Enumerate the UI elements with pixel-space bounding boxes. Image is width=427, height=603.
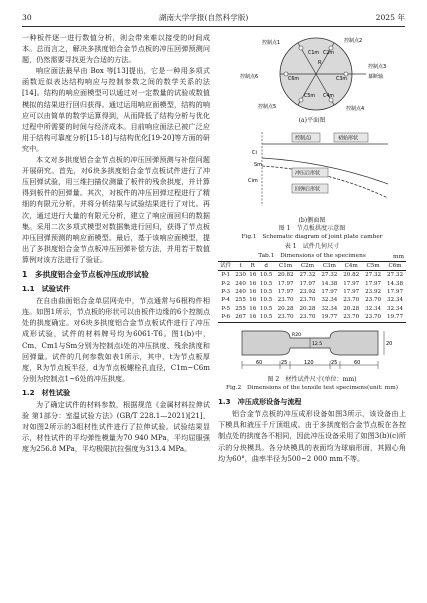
table-cell: 23.70	[340, 313, 362, 322]
table-cell: 16	[249, 297, 257, 304]
right-column	[218, 32, 406, 464]
table-cell: 17.97	[365, 280, 382, 287]
table-cell: 19.77	[384, 313, 406, 322]
table-1-title-en: Tab.1 Dimensions of the specimens	[258, 252, 366, 259]
fig2-dim: 12.5	[312, 341, 323, 347]
table-cell: P-6	[218, 313, 233, 322]
journal-name: 湖南大学学报(自然科学版)	[158, 12, 249, 22]
table-cell: 20.28	[299, 305, 316, 312]
figure-2-caption-en: Fig.2 Dimensions of the tensile test specimens(unit: mm)	[226, 385, 398, 392]
paragraph: 为了确定试件的材料参数，根据规范《金属材料拉伸试验 第1部分：室温试验方法》(GB/T 228.1—2021)[21]，对如图2所示的3组材性试件进行了拉伸试验。试验结果显示，材性试件的平均弹性模量为70 940 MPa，平均屈服强度为256.8 MPa，平均极限抗拉强度为313.4 MPa。	[22, 400, 210, 454]
fig2-dim: 120	[304, 359, 314, 366]
fig2-dim: 25	[331, 359, 338, 366]
table-header-cell: C5m	[362, 261, 384, 270]
table-cell: 10.5	[259, 289, 273, 296]
table-cell: 27.32	[387, 272, 404, 279]
table-header-cell: C2m	[297, 261, 319, 270]
table-cell: 267	[235, 314, 246, 321]
fig1a-axis-label: 幕断轴	[368, 74, 384, 80]
table-body	[218, 271, 406, 322]
fig1a-label: 控制点1	[262, 40, 281, 46]
fig1b-cim: Cim	[248, 177, 258, 184]
fig1a-cm: C5m	[304, 94, 316, 99]
table-cell: 32.34	[321, 305, 338, 312]
table-cell: 16	[249, 314, 257, 321]
table-cell: 10.5	[259, 305, 273, 312]
paragraph: 响应面法最早由 Box 等[13]提出，它是一种用多项式函数近似表达结构响应与控制参数之间的数学关系的法[14]。结构的响应面模型可以通过对一定数量的试验或数值模拟的结果进行回归获得。通过运用响应面模型，结构的响应可以由简单的数学运算得到，从而降低了结构分析与优化过程中所需要的时间与经济成本。目前响应面法已被广泛应用于结构可靠度分析[15-18]与结构优化[19-20]等方面的研究中。	[22, 66, 210, 153]
subsection-heading: 1.2 材性试验	[22, 387, 71, 397]
fig1b-sm: Sm	[254, 161, 263, 168]
table-cell: 23.70	[365, 297, 382, 304]
table-cell: 10.5	[258, 313, 275, 322]
fig1a-label: 控制点5	[258, 104, 277, 110]
table-cell: 17.97	[343, 289, 360, 296]
table-cell: 14.38	[321, 280, 338, 287]
fig2-dim: 60	[354, 359, 361, 366]
fig1a-radius: R	[318, 60, 322, 66]
table-cell: 17.97	[299, 280, 316, 287]
table-cell: P-3	[221, 289, 231, 296]
fig1a-label: 控制点3	[368, 64, 387, 70]
paragraph: 本文对多拱度铝合金节点板的冲压回弹预测与补偿问题开展研究。首先，对6块多拱度铝合金节点板试件进行了冲压回弹试验，用三维扫描仪测量了板件的残余拱度，并计算得到板件的回弹量。其次，对板件的冲压回弹过程进行了精细的有限元分析，并将分析结果与试验结果进行了对比。再次，通过进行大量的有限元分析，建立了响应面回归的数据集。采用二次多项式模型对数据集进行回归，获得了节点板冲压回弹预测的响应面模型。最后，基于该响应面模型，提出了多拱度铝合金节点板冲压回弹补偿方法，并用若干数值算例对该方法进行了验证。	[22, 155, 210, 264]
subsection-heading: 1.1 试验试件	[22, 284, 71, 294]
fig2-dim: 60	[256, 359, 263, 366]
table-cell: 19.77	[318, 313, 340, 322]
fig1a-label: 控制点2	[344, 38, 363, 44]
table-cell: 20.82	[343, 272, 360, 279]
table-cell: 20.28	[343, 305, 360, 312]
left-column	[22, 32, 210, 454]
figure-1b-caption: (b)侧面图	[298, 216, 326, 224]
table-cell: 255	[235, 297, 246, 304]
page-number: 30	[22, 12, 32, 22]
table-cell: 23.70	[275, 313, 297, 322]
table-1-title: 表 1 试件几何尺寸	[284, 243, 340, 251]
table-cell: 230	[235, 272, 246, 279]
figure-1a-plan	[218, 32, 406, 114]
table-cell: 17.97	[321, 289, 338, 296]
table-cell: 20.82	[277, 272, 294, 279]
table-cell: 16	[249, 280, 257, 287]
table-cell: 27.32	[321, 272, 338, 279]
table-row	[218, 280, 406, 288]
table-cell: 23.70	[277, 297, 294, 304]
table-1-title-row	[218, 252, 406, 260]
header-rule	[22, 26, 405, 27]
fig1a-cm: C1m	[308, 51, 320, 56]
table-cell: 16	[249, 305, 257, 312]
table-cell: 16	[249, 272, 257, 279]
paragraph: 铝合金节点板的冲压成形设备如图3所示，该设备由上下模具和液压千斤顶组成。由于多拱度铝合金节点板在各控制点处的拱度各不相同，因此冲压设备采用了如图3(b)(c)所示的分块模具。各分块模具的表面均为球扇形面，其圆心角均为60°，曲率半径为500~2 000 mm不等。	[218, 409, 406, 463]
table-row	[218, 305, 406, 313]
fig1b-ci: Ci	[252, 149, 257, 156]
table-cell: 16	[249, 289, 257, 296]
table-cell: 240	[235, 289, 246, 296]
table-header-cell: 试件	[218, 261, 233, 270]
table-cell: 20.28	[277, 305, 294, 312]
table-cell: P-2	[221, 280, 231, 287]
fig1a-label: 控制点6	[240, 74, 259, 80]
page-header	[22, 10, 405, 24]
table-cell: 32.34	[387, 305, 404, 312]
table-row	[218, 288, 406, 296]
table-cell: 23.70	[297, 313, 319, 322]
fig2-dim: 25	[281, 359, 288, 366]
table-cell: 10.5	[259, 297, 273, 304]
table-header-row	[218, 261, 406, 270]
fig1a-cm: C6m	[288, 77, 300, 82]
table-cell: 17.97	[387, 289, 404, 296]
table-cell: 17.97	[343, 280, 360, 287]
table-cell: 17.97	[277, 289, 294, 296]
fig2-dim: R20	[292, 332, 302, 338]
table-row	[218, 271, 406, 280]
fig1b-label: 冲压后形状	[295, 170, 321, 176]
fig1a-label: 控制点4	[346, 106, 365, 112]
table-cell: 27.32	[365, 272, 382, 279]
figure-1-caption-en: Fig.1 Schematic diagram of joint plate camber	[241, 234, 383, 241]
table-cell: 23.70	[362, 313, 384, 322]
figure-2-specimen	[218, 323, 406, 373]
table-cell: P-4	[221, 297, 231, 304]
table-cell: 14.38	[387, 280, 404, 287]
figure-1b-side	[218, 126, 406, 214]
table-cell: 17.97	[277, 280, 294, 287]
table-cell: P-1	[221, 272, 231, 279]
fig1b-label: 回弹后形状	[295, 186, 321, 192]
table-cell: 23.70	[299, 297, 316, 304]
table-header-cell: R	[248, 261, 258, 270]
table-1	[218, 261, 406, 323]
year: 2025 年	[375, 12, 405, 22]
table-header-cell: C3m	[318, 261, 340, 270]
table-row	[218, 296, 406, 304]
table-cell: 240	[235, 280, 246, 287]
figure-1a-caption: (a)平面图	[298, 117, 326, 125]
fig1b-label: 控制点i	[295, 135, 312, 141]
fig1a-cm: C3m	[336, 77, 348, 82]
table-cell: 23.92	[299, 289, 316, 296]
table-cell: 10.5	[259, 272, 273, 279]
table-header-cell: d	[258, 261, 275, 270]
fig1a-cm: C2m	[323, 51, 335, 56]
table-cell: 23.70	[343, 297, 360, 304]
table-cell: 32.34	[321, 297, 338, 304]
figure-2-caption: 图 2 材性试件尺寸(单位：mm)	[267, 375, 357, 383]
table-cell: 32.34	[365, 305, 382, 312]
table-cell: P-5	[221, 305, 231, 312]
table-cell: 32.34	[387, 297, 404, 304]
subsection-heading: 1.3 冲压成形设备与流程	[218, 397, 302, 407]
table-cell: 23.92	[365, 289, 382, 296]
table-header-cell: C1m	[275, 261, 297, 270]
paragraph: 在自由曲面铝合金单层网壳中，节点通常与6根构件相连。如图1所示，节点板的形状可以由板件边缘的6个控制点处的拱度确定。对6块多拱度铝合金节点板试件进行了冲压成形试验，试件的材料牌号均为6061-T6。图1(b)中，Cm、Cm1与Sm分别为控制点i处的冲压拱度、残余拱度和回弹量。试件的几何参数如表1所示，其中，t为节点板厚度，R为节点板半径，d为节点板螺栓孔直径，C1m~C6m分别为控制点1~6处的冲压拱度。	[22, 296, 210, 383]
fig1a-cm: C4m	[323, 94, 335, 99]
table-cell: 255	[235, 305, 246, 312]
table-cell: 10.5	[259, 280, 273, 287]
fig2-dim: 20	[386, 340, 393, 347]
table-row	[218, 313, 406, 322]
table-cell: 27.32	[299, 272, 316, 279]
table-1-unit: mm	[393, 253, 404, 260]
section-heading: 1 多拱度铝合金节点板冲压成形试验	[22, 269, 149, 279]
table-header-cell: C4m	[340, 261, 362, 270]
fig1b-label: 初始形状	[338, 135, 359, 141]
figure-1-caption: 图 1 节点板拱度示意图	[278, 225, 346, 232]
table-header-cell: C6m	[384, 261, 406, 270]
table-header-cell: t	[233, 261, 248, 270]
paragraph: 一种板件逐一进行数值分析，则会带来难以接受的时间成本。总而言之，解决多拱度铝合金节点板的冲压回弹预测问题，仍然需要寻找更为合适的方法。	[22, 33, 210, 65]
